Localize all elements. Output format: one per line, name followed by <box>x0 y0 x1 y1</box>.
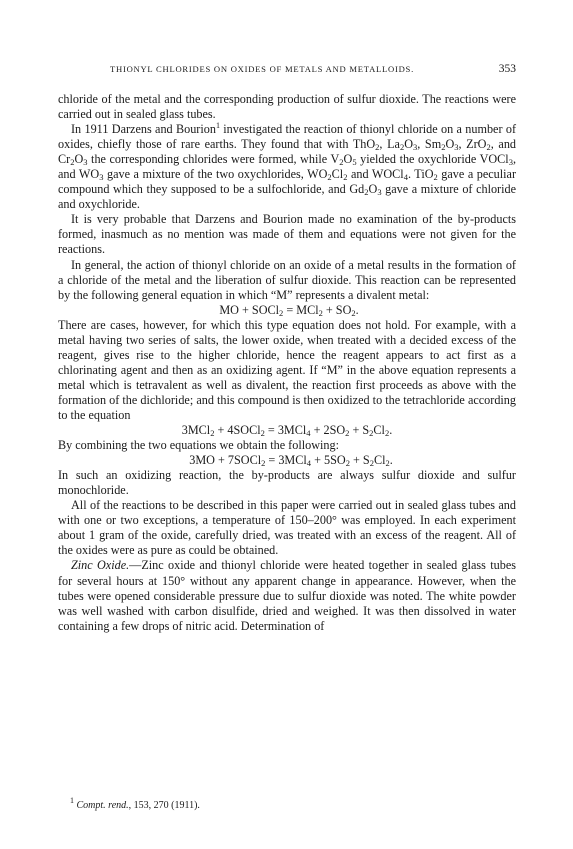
paragraph: In 1911 Darzens and Bourion$^1$ investigated the reaction of thionyl chloride on a number of oxides, chiefly those of rare earths. They found that with ThO$_2$, $La_2O_3$, $Sm_2O_3$, ZrO$_2$, and $Cr_2O_3$ the corresponding chlorides were formed, while $V_2O_5$ yielded the oxychloride VOCl$_3$, and $WO_3$ gave a mixture of the two oxychlorides, $WO_2Cl_2$ and WOCl$_4$. TiO$_2$ gave a peculiar compound which they supposed to be a sulfochloride, and $Gd_2O_3$ gave a mixture of chloride and oxychloride. <box>58 121 517 212</box>
running-head <box>58 64 516 80</box>
paragraph: In such an oxidizing reaction, the by-products are always sulfur dioxide and sulfur monochloride. <box>58 468 516 498</box>
footnote-mark: 1 <box>70 796 74 805</box>
equation: 3MO + 7SOCl$_2$ = $3MCl_4 + 5SO_2 + S_2Cl_2$. <box>189 453 393 469</box>
paragraph: In general, the action of thionyl chloride on an oxide of a metal results in the formation of a chloride of the metal and the liberation of sulfur dioxide. This reaction can be represented by the following general equation in which “M” represents a divalent metal: <box>58 257 516 302</box>
footnote <box>70 796 510 812</box>
paragraph: By combining the two equations we obtain the following: <box>58 438 339 453</box>
article-body <box>58 92 516 634</box>
paragraph: chloride of the metal and the corresponding production of sulfur dioxide. The reactions were carried out in sealed glass tubes. <box>58 92 516 122</box>
paragraph: There are cases, however, for which this type equation does not hold. For example, with a metal having two series of salts, the lower oxide, when treated with a decided excess of the reagent, gives rise to the higher chloride, hence the reagent appears to act first as a chlorinating agent and then as an oxidizing agent. If “M” in the above equation represents a metal which is tetravalent as well as divalent, the reaction first proceeds as above with the formation of the dichloride; and this compound is then oxidized to the tetrachloride according to the equation <box>58 317 516 422</box>
paragraph: Zinc Oxide.—Zinc oxide and thionyl chloride were heated together in sealed glass tubes for several hours at 150° without any apparent change in appearance. However, when the tubes were opened considerable pressure due to sulfur dioxide was noted. The white powder was well washed with carbon disulfide, dried and weighed. It was then dissolved in water containing a few drops of nitric acid. Determination of <box>58 558 516 633</box>
paragraph: It is very probable that Darzens and Bourion made no examination of the by-products formed, inasmuch as no mention was made of them and equations were not given for the reactions. <box>58 212 516 257</box>
section-heading: Zinc Oxide. <box>71 558 130 573</box>
footnote-ref: 1 <box>215 121 220 131</box>
footnote-text: , 153, 270 (1911). <box>128 800 200 811</box>
footnote-citation: Compt. rend. <box>76 800 129 811</box>
page-number: 353 <box>498 63 516 75</box>
equation: 3MCl$_2$ + 4SOCl$_2$ = $3MCl_4 + 2SO_2 + S_2Cl_2$. <box>181 423 393 439</box>
paragraph: All of the reactions to be described in this paper were carried out in sealed glass tubes and with one or two exceptions, a temperature of 150–200° was employed. In each experiment about 1 gram of the oxide, carefully dried, was treated with an excess of the reagent. All of the oxides were as pure as could be obtained. <box>58 498 516 558</box>
running-title: THIONYL CHLORIDES ON OXIDES OF METALS AND METALLOIDS. <box>110 64 414 74</box>
equation: MO + SOCl$_2$ = $MCl_2 + SO_2$. <box>219 302 359 318</box>
